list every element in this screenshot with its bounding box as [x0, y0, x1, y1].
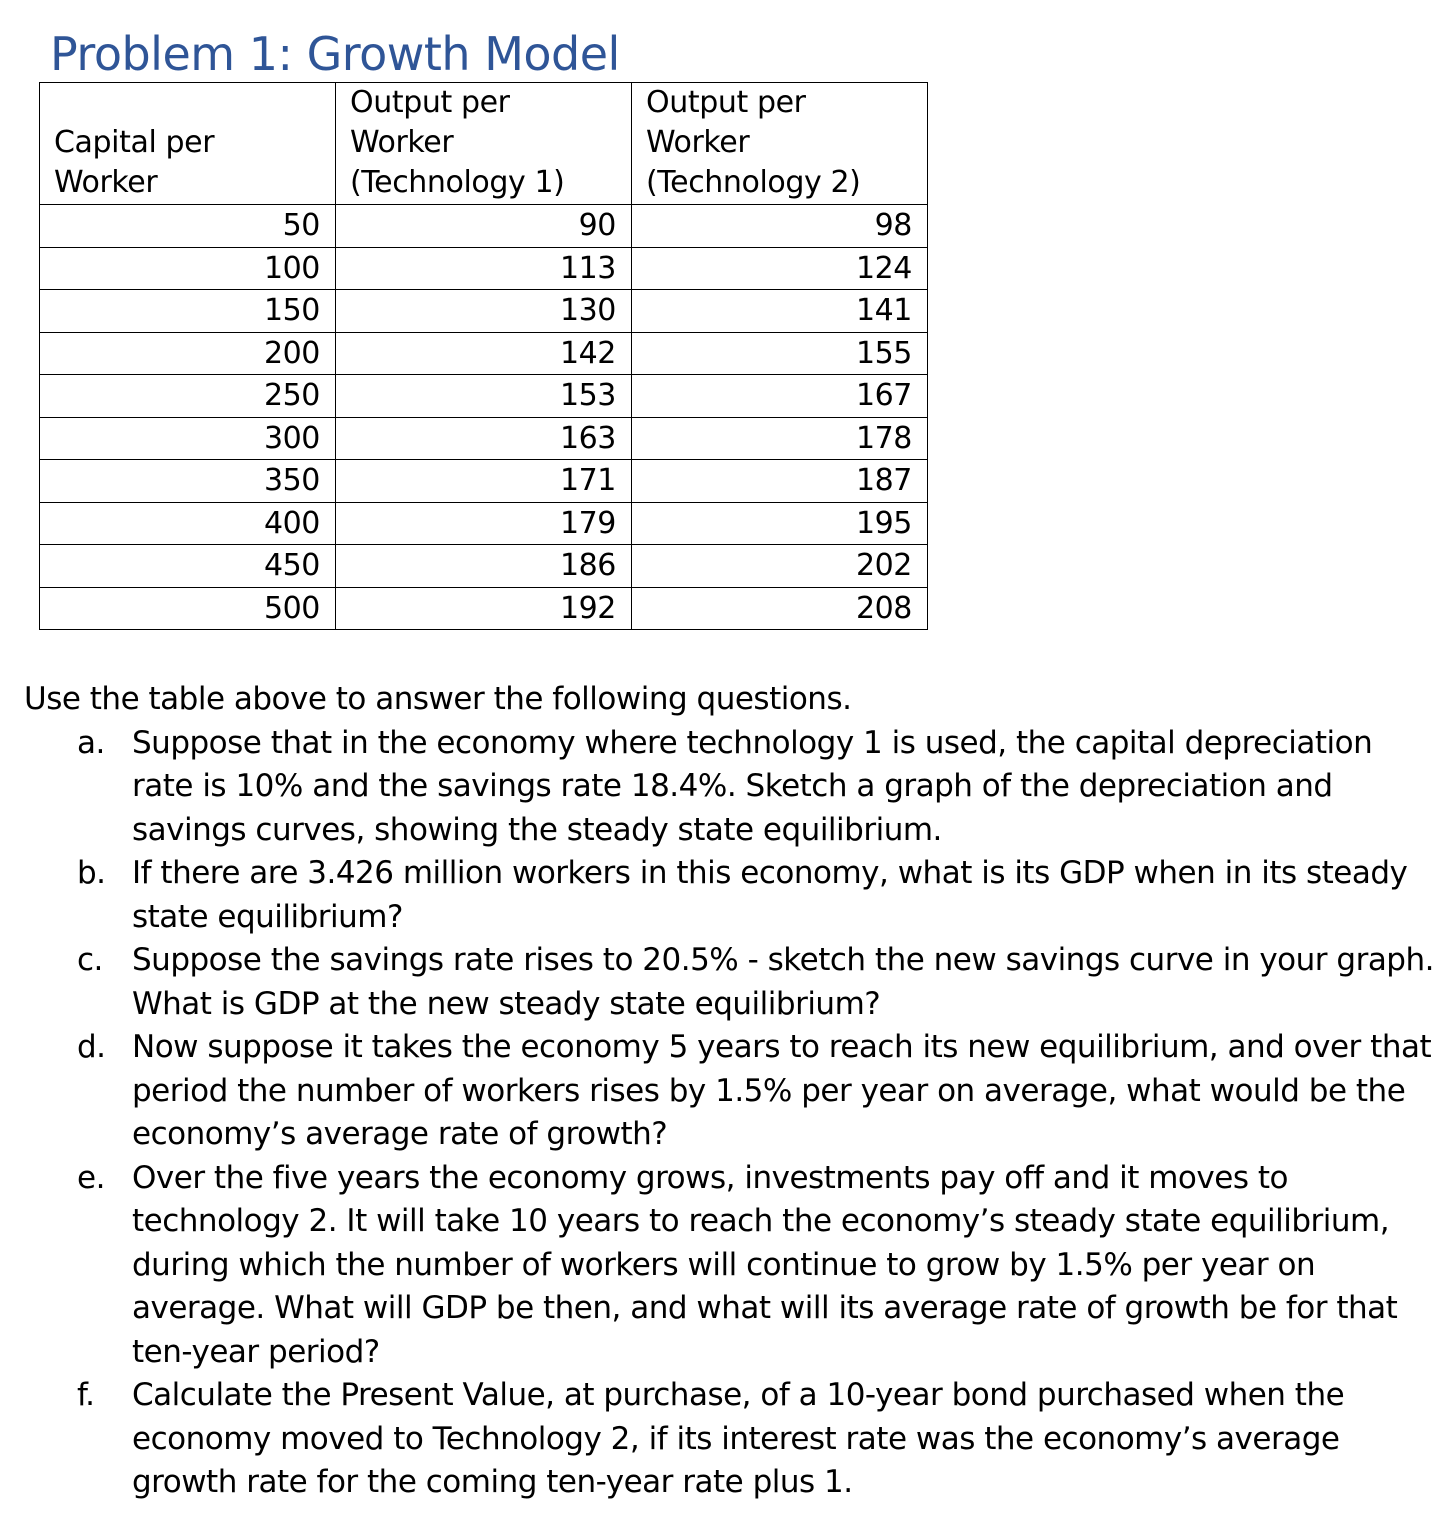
- question-item: [24, 1157, 1434, 1375]
- cell-capital-per-worker: 150: [40, 290, 336, 333]
- cell-output-technology-1: 171: [336, 460, 632, 503]
- table-row: [40, 375, 928, 418]
- question-text: Calculate the Present Value, at purchase, of a 10-year bond purchased when the economy moved to Technology 2, if its interest rate was the economy’s average growth rate for the coming ten-year rate plus 1.: [132, 1377, 1345, 1500]
- table-row: [40, 332, 928, 375]
- header-output-technology-2: Output per Worker (Technology 2): [632, 83, 928, 205]
- question-item: [24, 1026, 1434, 1157]
- cell-output-technology-1: 163: [336, 417, 632, 460]
- question-marker: f.: [77, 1377, 95, 1413]
- cell-capital-per-worker: 400: [40, 502, 336, 545]
- header-output-technology-1: Output per Worker (Technology 1): [336, 83, 632, 205]
- question-item: [24, 1374, 1434, 1505]
- cell-capital-per-worker: 300: [40, 417, 336, 460]
- question-marker: d.: [77, 1029, 106, 1065]
- cell-output-technology-1: 142: [336, 332, 632, 375]
- cell-output-technology-2: 202: [632, 545, 928, 588]
- table-row: [40, 290, 928, 333]
- cell-capital-per-worker: 350: [40, 460, 336, 503]
- question-text: Now suppose it takes the economy 5 years to reach its new equilibrium, and over that period the number of workers rises by 1.5% per year on average, what would be the economy’s average rate of growth?: [132, 1029, 1432, 1152]
- question-item: [24, 722, 1434, 853]
- table-row: [40, 460, 928, 503]
- cell-output-technology-1: 153: [336, 375, 632, 418]
- header-capital-per-worker: Capital per Worker: [40, 83, 336, 205]
- table-row: [40, 545, 928, 588]
- cell-output-technology-1: 186: [336, 545, 632, 588]
- cell-output-technology-1: 90: [336, 205, 632, 248]
- questions-section: [24, 678, 1434, 1505]
- cell-output-technology-2: 178: [632, 417, 928, 460]
- cell-capital-per-worker: 450: [40, 545, 336, 588]
- cell-capital-per-worker: 100: [40, 247, 336, 290]
- cell-output-technology-2: 208: [632, 587, 928, 630]
- cell-output-technology-2: 141: [632, 290, 928, 333]
- cell-capital-per-worker: 250: [40, 375, 336, 418]
- question-text: Suppose the savings rate rises to 20.5% - sketch the new savings curve in your graph. What is GDP at the new steady state equilibrium?: [132, 942, 1434, 1022]
- question-marker: e.: [77, 1159, 105, 1196]
- question-marker: c.: [77, 942, 103, 978]
- question-list: [24, 722, 1434, 1505]
- cell-output-technology-1: 192: [336, 587, 632, 630]
- question-text: Over the five years the economy grows, investments pay off and it moves to technology 2. It will take 10 years to reach the economy’s steady state equilibrium, during which the number of workers will continue to grow by 1.5% per year on average. What will GDP be then, and what will its average rate of growth be for that ten-year period?: [132, 1159, 1398, 1370]
- questions-intro: Use the table above to answer the following questions.: [24, 681, 852, 717]
- table-row: [40, 247, 928, 290]
- cell-output-technology-2: 187: [632, 460, 928, 503]
- question-marker: b.: [77, 855, 106, 891]
- question-text: Suppose that in the economy where technology 1 is used, the capital depreciation rate is 10% and the savings rate 18.4%. Sketch a graph of the depreciation and savings curves, showing the steady state equilibrium.: [132, 724, 1373, 848]
- cell-output-technology-1: 113: [336, 247, 632, 290]
- table-row: [40, 502, 928, 545]
- cell-output-technology-1: 179: [336, 502, 632, 545]
- question-item: [24, 939, 1434, 1026]
- question-marker: a.: [77, 724, 105, 761]
- table-row: [40, 417, 928, 460]
- cell-capital-per-worker: 50: [40, 205, 336, 248]
- table-row: [40, 587, 928, 630]
- table-body: [40, 205, 928, 630]
- cell-output-technology-2: 98: [632, 205, 928, 248]
- cell-output-technology-2: 167: [632, 375, 928, 418]
- question-item: [24, 852, 1434, 939]
- cell-capital-per-worker: 500: [40, 587, 336, 630]
- page-title: Problem 1: Growth Model: [50, 27, 620, 81]
- growth-data-table: [39, 82, 928, 630]
- cell-output-technology-1: 130: [336, 290, 632, 333]
- cell-output-technology-2: 124: [632, 247, 928, 290]
- cell-output-technology-2: 195: [632, 502, 928, 545]
- cell-output-technology-2: 155: [632, 332, 928, 375]
- table-row: [40, 205, 928, 248]
- question-text: If there are 3.426 million workers in this economy, what is its GDP when in its steady state equilibrium?: [132, 855, 1408, 935]
- cell-capital-per-worker: 200: [40, 332, 336, 375]
- table-header-row: [40, 83, 928, 205]
